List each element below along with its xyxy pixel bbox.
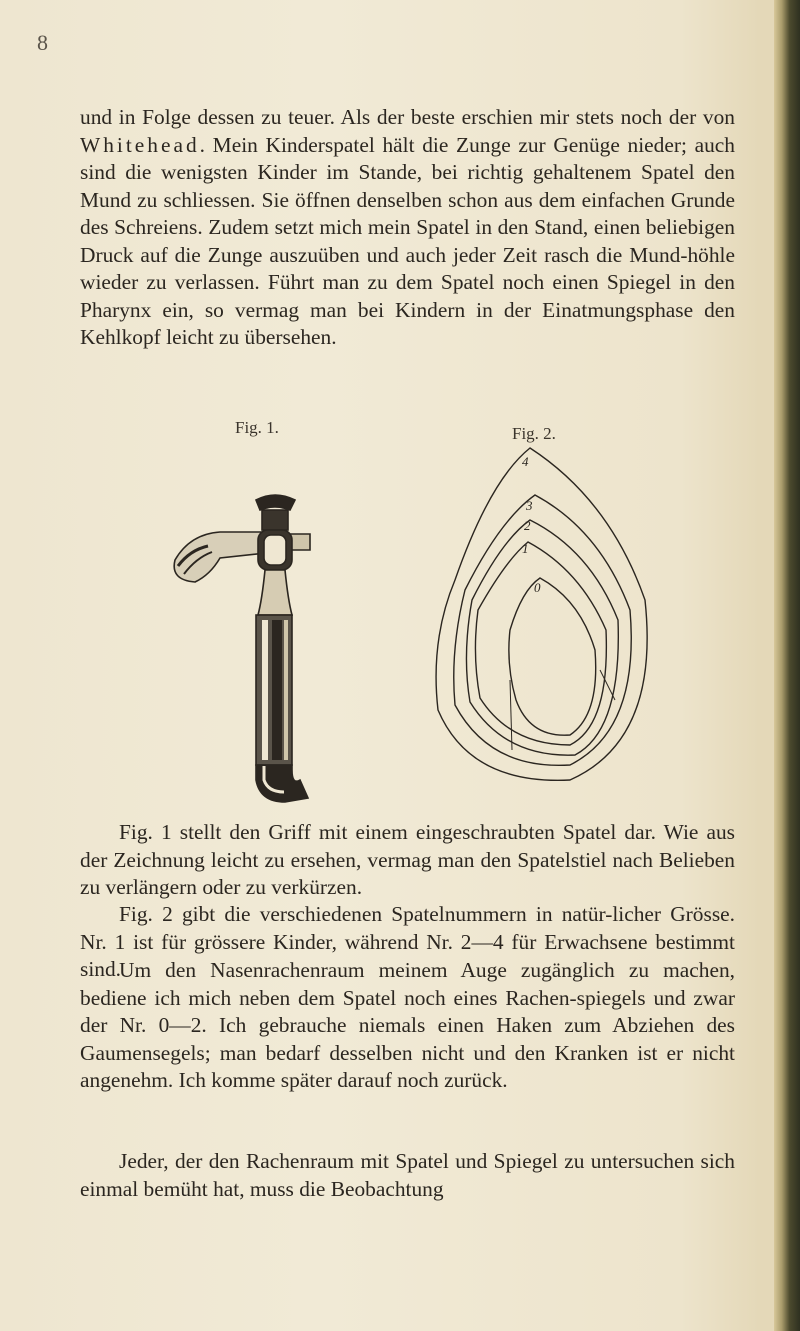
author-name: Whitehead bbox=[80, 132, 200, 157]
fig-2-number-4: 4 bbox=[522, 454, 529, 469]
paragraph-1 bbox=[80, 104, 735, 352]
paragraph-1-before: und in Folge dessen zu teuer. Als der beste erschien mir stets noch der von bbox=[80, 105, 735, 129]
fig-2-number-3: 3 bbox=[526, 498, 533, 513]
fig-1-label: Fig. 1. bbox=[235, 418, 279, 437]
fig-2-label: Fig. 2. bbox=[512, 424, 556, 443]
paragraph-3: Fig. 2 gibt die verschiedenen Spatelnummern in natür-licher Grösse. Nr. 1 ist für grössere Kinder, während Nr. 2—4 für Erwachsene bestimmt sind. bbox=[80, 902, 735, 981]
fig-2-spatula-sizes-illustration bbox=[410, 440, 670, 800]
paragraph-5: Jeder, der den Rachenraum mit Spatel und Spiegel zu untersuchen sich einmal bemüht hat, muss die Beobachtung bbox=[80, 1149, 735, 1201]
paragraph-1-after: . Mein Kinderspatel hält die Zunge zur Genüge nieder; auch sind die wenigsten Kinder im Stande, bei richtig gehaltenem Spatel den Mund zu schliessen. Sie öffnen denselben schon aus dem einfachen Grunde des Schreiens. Zudem setzt mich mein Spatel in den Stand, einen beliebigen Druck auf die Zunge auszuüben und auch jeder Zeit rasch die Mund-höhle wieder zu verlassen. Führt man zu dem Spatel noch einen Spiegel in den Pharynx ein, so vermag man bei Kindern in der Einatmungsphase den Kehlkopf leicht zu übersehen. bbox=[80, 132, 735, 349]
spatula-outline-2 bbox=[466, 520, 618, 755]
fig-1-spatula-handle-illustration bbox=[150, 480, 350, 810]
fig-2-number-1: 1 bbox=[522, 541, 529, 556]
paragraph-4: Um den Nasenrachenraum meinem Auge zugänglich zu machen, bediene ich mich neben dem Spatel noch eines Rachen-spiegels und zwar der Nr. 0—2. Ich gebrauche niemals einen Haken zum Abziehen des Gaumensegels; man bedarf desselben nicht und den Kranken ist er nicht angenehm. Ich komme später darauf noch zurück. bbox=[80, 958, 735, 1092]
page-number: 8 bbox=[37, 30, 48, 55]
paragraph-2: Fig. 1 stellt den Griff mit einem eingeschraubten Spatel dar. Wie aus der Zeichnung leicht zu ersehen, vermag man den Spatelstiel nach Belieben zu verlängern oder zu verkürzen. bbox=[80, 820, 735, 899]
spatula-outline-0 bbox=[509, 578, 596, 735]
fig-2-number-0: 0 bbox=[534, 580, 541, 595]
book-gutter-shadow bbox=[774, 0, 800, 1331]
fig-2-number-2: 2 bbox=[524, 518, 531, 533]
spatula-outline-3 bbox=[454, 495, 632, 765]
